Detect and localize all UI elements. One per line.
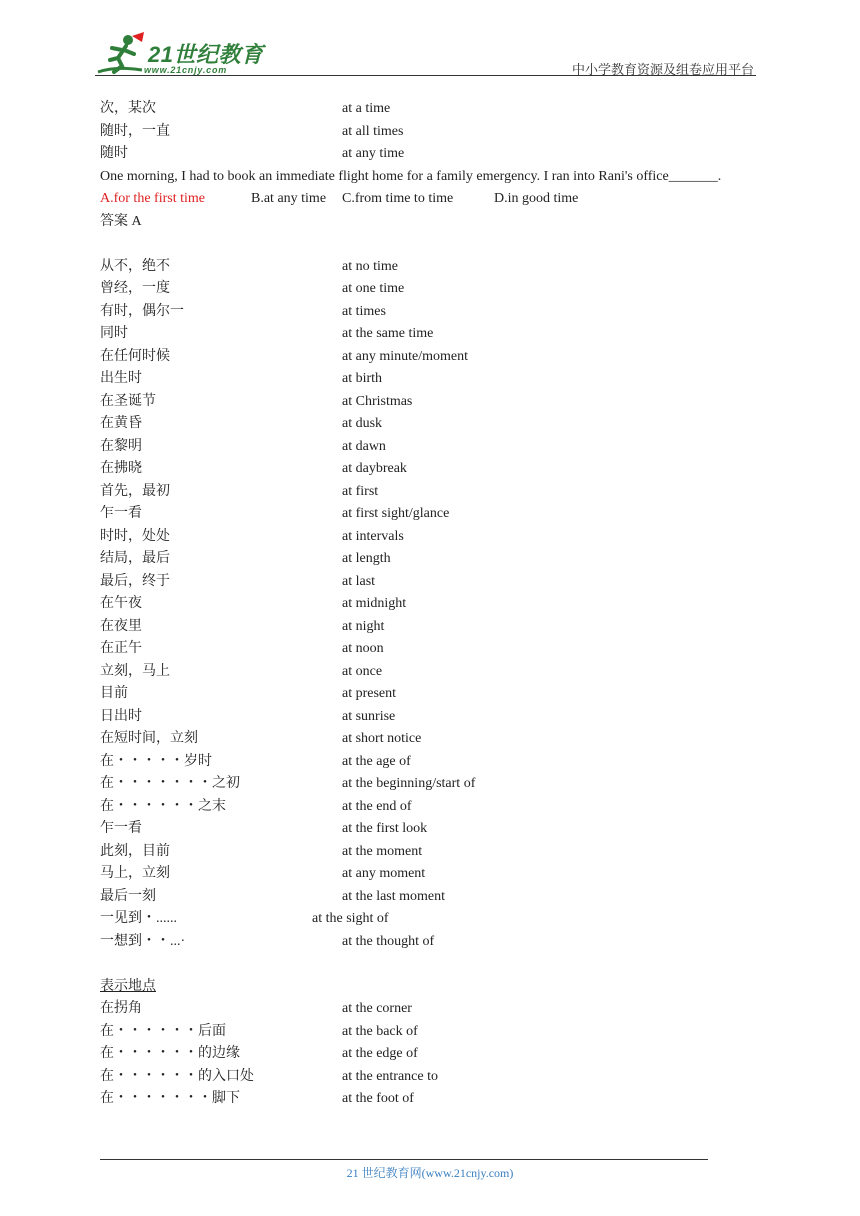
phrase-chinese: 从不，绝不	[100, 258, 170, 274]
phrase-chinese: 曾经，一度	[100, 281, 170, 296]
phrase-chinese: 在・・・・・・・脚下	[100, 1091, 240, 1106]
phrase-english: at the edge of	[342, 1046, 418, 1061]
phrase-chinese: 在・・・・・・的入口处	[100, 1068, 254, 1084]
option-c: C.from time to time	[342, 191, 454, 206]
phrase-english: at once	[342, 663, 383, 679]
phrase-row	[100, 998, 765, 1021]
phrase-chinese: 在拐角	[100, 1001, 142, 1016]
phrase-row	[100, 841, 765, 864]
phrase-chinese: 在夜里	[100, 618, 142, 634]
phrase-chinese: 在任何时候	[100, 348, 170, 364]
phrase-chinese: 在圣诞节	[100, 393, 156, 409]
phrase-english: at the entrance to	[342, 1068, 439, 1084]
phrase-english: at no time	[342, 258, 398, 274]
phrase-row	[100, 886, 765, 909]
logo-url: www.21cnjy.com	[144, 65, 228, 75]
phrase-english: at the corner	[342, 1001, 412, 1016]
phrase-chinese: 乍一看	[100, 506, 142, 521]
phrase-row	[100, 436, 765, 459]
phrase-row	[100, 683, 765, 706]
phrase-chinese: 随时，一直	[100, 123, 170, 139]
phrase-row	[100, 368, 765, 391]
phrase-english: at daybreak	[342, 461, 407, 476]
phrase-row	[100, 323, 765, 346]
phrase-chinese: 在・・・・・・的边缘	[100, 1046, 240, 1061]
phrase-row	[100, 616, 765, 639]
phrase-row	[100, 706, 765, 729]
phrase-english: at noon	[342, 641, 384, 656]
phrase-english: at any moment	[342, 866, 426, 881]
phrase-chinese: 马上，立刻	[100, 866, 170, 881]
phrase-list-time-1	[100, 98, 765, 166]
phrase-english: at the foot of	[342, 1091, 414, 1106]
phrase-chinese: 日出时	[100, 708, 142, 724]
spacer	[100, 233, 765, 256]
phrase-english: at one time	[342, 281, 405, 296]
phrase-row	[100, 818, 765, 841]
phrase-row	[100, 301, 765, 324]
phrase-chinese: 一见到・......	[100, 911, 177, 926]
phrase-chinese: 最后一刻	[100, 888, 156, 904]
phrase-row	[100, 98, 765, 121]
phrase-row	[100, 413, 765, 436]
phrase-english: at the last moment	[342, 888, 446, 904]
phrase-row	[100, 638, 765, 661]
phrase-row	[100, 121, 765, 144]
phrase-english: at short notice	[342, 731, 422, 746]
runner-logo-icon	[92, 32, 148, 78]
phrase-chinese: 随时	[100, 146, 128, 161]
phrase-english: at dusk	[342, 416, 383, 431]
phrase-english: at the moment	[342, 843, 423, 859]
phrase-english: at present	[342, 686, 397, 701]
phrase-english: at the first look	[342, 821, 428, 836]
phrase-english: at sunrise	[342, 708, 396, 724]
phrase-chinese: 在正午	[100, 641, 142, 656]
phrase-chinese: 在・・・・・・后面	[100, 1023, 226, 1039]
header-divider	[95, 75, 756, 76]
phrase-chinese: 时时，处处	[100, 528, 170, 544]
phrase-row	[100, 931, 765, 954]
phrase-english: at dawn	[342, 438, 386, 454]
phrase-row	[100, 1066, 765, 1089]
phrase-english: at the sight of	[312, 911, 389, 926]
phrase-chinese: 目前	[100, 686, 128, 701]
phrase-english: at first	[342, 483, 379, 499]
phrase-chinese: 在拂晓	[100, 461, 142, 476]
phrase-chinese: 首先，最初	[100, 483, 170, 499]
phrase-english: at the thought of	[342, 933, 435, 949]
phrase-chinese: 立刻，马上	[100, 663, 170, 679]
phrase-chinese: 在・・・・・・・之初	[100, 776, 240, 791]
option-b: B.at any time	[251, 191, 327, 206]
question-options	[100, 188, 765, 211]
header-tagline: 中小学教育资源及组卷应用平台	[571, 62, 754, 77]
page-header	[0, 0, 860, 80]
phrase-row	[100, 548, 765, 571]
phrase-row	[100, 526, 765, 549]
phrase-english: at intervals	[342, 528, 404, 544]
phrase-list-time-2	[100, 256, 765, 954]
phrase-english: at the age of	[342, 753, 411, 769]
phrase-row	[100, 661, 765, 684]
phrase-english: at length	[342, 551, 391, 566]
phrase-english: at the beginning/start of	[342, 776, 476, 791]
phrase-chinese: 乍一看	[100, 821, 142, 836]
phrase-chinese: 在黄昏	[100, 416, 142, 431]
phrase-row	[100, 908, 765, 931]
phrase-english: at last	[342, 573, 376, 589]
phrase-row	[100, 346, 765, 369]
phrase-row	[100, 1043, 765, 1066]
phrase-chinese: 在・・・・・・之末	[100, 798, 226, 814]
phrase-chinese: 在黎明	[100, 438, 142, 454]
question-text: One morning, I had to book an immediate flight home for a family emergency. I ran into Rani's office_______.	[100, 168, 722, 184]
phrase-english: at birth	[342, 371, 383, 386]
phrase-chinese: 在・・・・・岁时	[100, 753, 212, 769]
option-a: A.for the first time	[100, 191, 205, 206]
site-logo[interactable]	[92, 32, 262, 78]
phrase-english: at Christmas	[342, 393, 413, 409]
spacer	[100, 953, 765, 976]
phrase-english: at first sight/glance	[342, 506, 450, 521]
phrase-english: at night	[342, 618, 385, 634]
phrase-row	[100, 751, 765, 774]
phrase-chinese: 最后，终于	[100, 573, 170, 589]
phrase-chinese: 次，某次	[100, 101, 156, 116]
phrase-chinese: 出生时	[100, 371, 142, 386]
phrase-english: at the back of	[342, 1023, 418, 1039]
phrase-english: at any time	[342, 146, 405, 161]
phrase-row	[100, 481, 765, 504]
phrase-row	[100, 503, 765, 526]
phrase-row	[100, 863, 765, 886]
footer-text[interactable]: 21 世纪教育网(www.21cnjy.com)	[346, 1166, 514, 1180]
phrase-chinese: 此刻，目前	[100, 843, 170, 859]
phrase-english: at the same time	[342, 326, 434, 341]
phrase-chinese: 结局，最后	[100, 551, 170, 566]
section-title-place: 表示地点	[100, 978, 156, 994]
phrase-row	[100, 796, 765, 819]
phrase-english: at a time	[342, 101, 391, 116]
option-d: D.in good time	[494, 191, 579, 206]
phrase-chinese: 有时，偶尔一	[100, 303, 184, 319]
phrase-row	[100, 278, 765, 301]
phrase-row	[100, 256, 765, 279]
phrase-row	[100, 1088, 765, 1111]
phrase-row	[100, 773, 765, 796]
phrase-chinese: 一想到・・...·	[100, 933, 186, 949]
phrase-chinese: 同时	[100, 326, 128, 341]
phrase-chinese: 在短时间，立刻	[100, 731, 198, 746]
phrase-row	[100, 728, 765, 751]
logo-title: 21世纪教育	[148, 42, 264, 67]
phrase-row	[100, 458, 765, 481]
phrase-row	[100, 1021, 765, 1044]
phrase-row	[100, 593, 765, 616]
phrase-row	[100, 143, 765, 166]
phrase-english: at times	[342, 303, 386, 319]
phrase-english: at midnight	[342, 596, 407, 611]
phrase-english: at the end of	[342, 798, 412, 814]
footer-divider	[100, 1159, 708, 1160]
phrase-row	[100, 571, 765, 594]
phrase-row	[100, 391, 765, 414]
phrase-english: at any minute/moment	[342, 348, 468, 364]
phrase-english: at all times	[342, 123, 404, 139]
document-body	[100, 98, 765, 1111]
phrase-chinese: 在午夜	[100, 596, 142, 611]
answer-line: 答案 A	[100, 213, 142, 229]
phrase-list-place	[100, 998, 765, 1111]
